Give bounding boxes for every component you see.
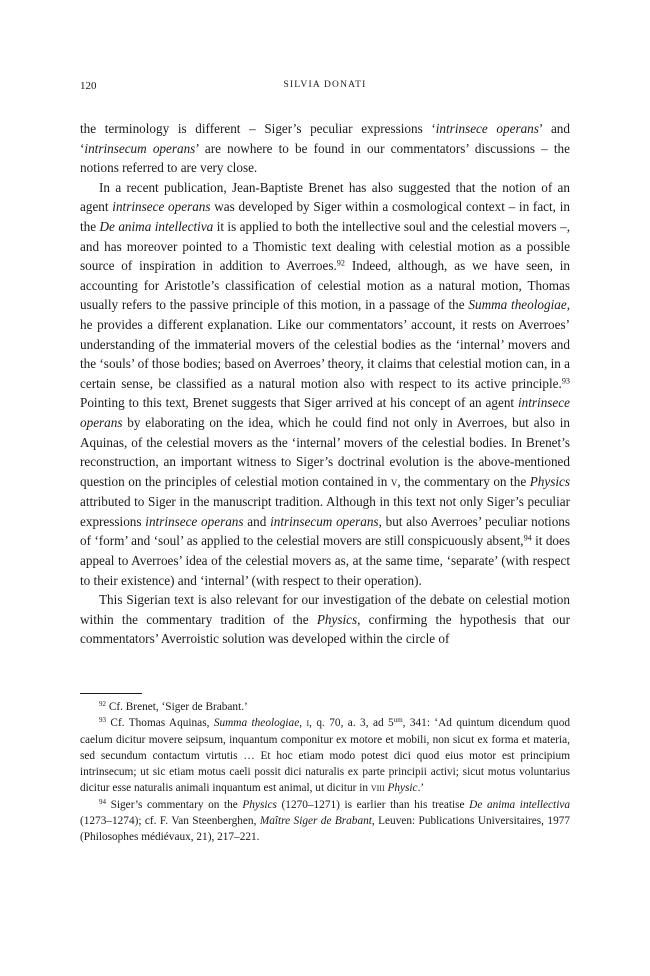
page-number: 120 [80, 80, 97, 92]
footnote-92: $^{92}$ Cf. Brenet, ‘Siger de Brabant.’ [99, 700, 248, 713]
paragraph-3: This Sigerian text is also relevant for our investigation of the debate on celestial motion within the commentary tradition of the Physics, confirming the hypothesis that our commentators’ Averroistic solution was developed within the circle of [80, 592, 570, 647]
footnote-ref-93[interactable]: 93 [561, 376, 570, 386]
paragraph-2: In a recent publication, Jean-Baptiste Brenet has also suggested that the notion of an agent intrinsece operans was developed by Siger within a cosmological context – in fact, in the De anima intellectiva it is applied to both the intellective soul and the celestial movers –, and has moreover pointed to a Thomistic text dealing with celestial motion as a possible source of inspiration in addition to Averroes.$^{92}$ Indeed, although, as we have seen, in accounting for Aristotle’s classification of celestial motion as a natural motion, Thomas usually refers to the passive principle of this motion, in a passage of the Summa theologiae, he provides a different explanation. Like our commentators’ account, it rests on Averroes’ understanding of the immaterial movers of the celestial bodies as the ‘internal’ movers and the ‘souls’ of those bodies; based on Averroes’ theory, it claims that celestial motion can, in a certain sense, be classified as a natural motion also with respect to its active principle.$^{93}$ Pointing to this text, Brenet suggests that Siger arrived at his concept of an agent intrinsece operans by elaborating on the idea, which he could find not only in Averroes, but also in Aquinas, of the celestial movers as the ‘internal’ movers of the celestial bodies. In Brenet’s reconstruction, an important witness to Siger’s doctrinal evolution is the above-mentioned question on the principles of celestial motion contained in v, the commentary on the Physics attributed to Siger in the manuscript tradition. Although in this text not only Siger’s peculiar expressions intrinsece operans and intrinsecum operans, but also Averroes’ peculiar notions of ‘form’ and ‘soul’ as applied to the celestial movers are still conspicuously absent,$^{94}$ it does appeal to Averroes’ idea of the celestial movers as, at the same time, ‘separate’ (with respect to their existence) and ‘internal’ (with respect to their operation). [80, 179, 571, 588]
footnote-ref-94[interactable]: 94 [523, 533, 532, 543]
page-header [80, 80, 570, 96]
footnote-93: $^{93}$ Cf. Thomas Aquinas, Summa theologiae, i, q. 70, a. 3, ad $5^{um}$, 341: ‘Ad quintum dicendum quod caelum dicitur movere seipsum, inquantum componitur ex motore et mobili, non sicut ex forma et materia, sed secundum contactum virtutis … Et hoc etiam modo potest dici quod eius motor est principium intrinsecum; ut sic etiam motus caeli possit dici naturalis ex parte principii activi; sicut motus voluntarius dicitur esse naturalis animali inquantum est animal, ut dicitur in viii Physic.’ [80, 716, 570, 795]
footnote-94: $^{94}$ Siger’s commentary on the Physics (1270–1271) is earlier than his treatise De anima intellectiva (1273–1274); cf. F. Van Steenberghen, Maître Siger de Brabant, Leuven: Publications Universitaires, 1977 (Philosophes médiévaux, 21), 217–221. [80, 797, 571, 844]
paragraph-1: the terminology is different – Siger’s peculiar expressions ‘intrinsece operans’ and ‘intrinsecum operans’ are nowhere to be found in our commentators’ discussions – the notions referred to are very close. [80, 121, 570, 176]
footnote-separator [80, 693, 142, 694]
running-head: SILVIA DONATI [283, 80, 367, 90]
manuscript-siglum: v [390, 474, 398, 489]
footnote-ref-92[interactable]: 92 [336, 258, 345, 268]
footnotes [80, 699, 570, 846]
main-text [80, 119, 570, 649]
